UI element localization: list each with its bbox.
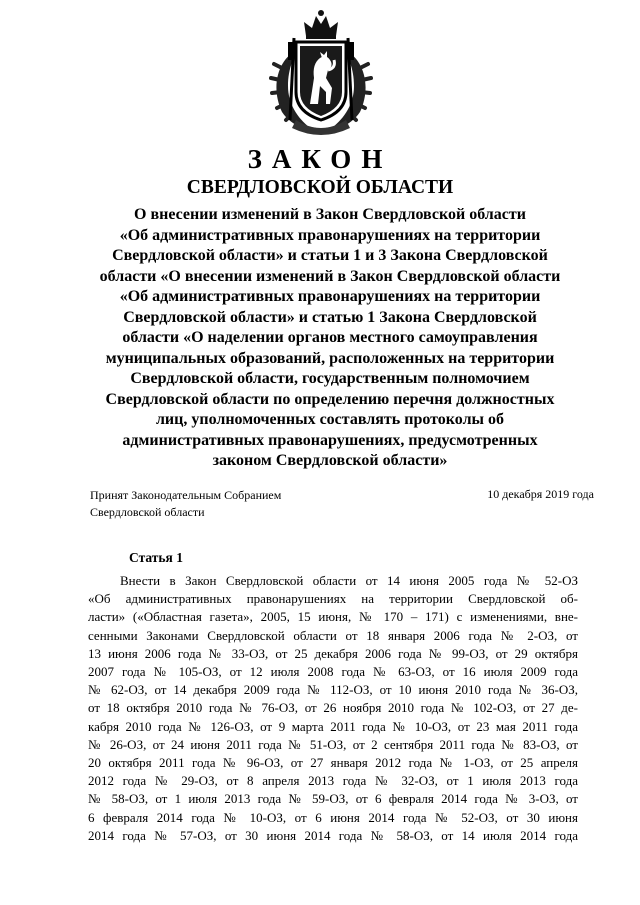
body-line: 2014 года № 57-ОЗ, от 30 июня 2014 года № 58-ОЗ, от 14 июля 2014 года: [88, 827, 578, 843]
headline-line: лиц, уполномоченных составлять протоколы об: [155, 411, 505, 428]
headline-line: области «О внесении изменений в Закон Свердловской области: [99, 267, 561, 285]
body-line: 2007 года № 105-ОЗ, от 12 июля 2008 года № 63-ОЗ, от 16 июля 2009 года: [88, 664, 578, 680]
body-line: сенными Законами Свердловской области от 18 января 2006 года № 2-ОЗ, от: [88, 627, 578, 643]
headline-line: О внесении изменений в Закон Свердловской области: [134, 206, 526, 223]
body-line: № 26-ОЗ, от 24 июня 2011 года № 51-ОЗ, от 2 сентября 2011 года № 83-ОЗ, от: [88, 736, 578, 752]
coat-of-arms-emblem: [260, 8, 382, 136]
crown-icon: [304, 10, 338, 39]
body-line: 13 июня 2006 года № 33-ОЗ, от 25 декабря 2006 года № 99-ОЗ, от 29 октября: [88, 645, 578, 661]
adoption-line: Свердловской области: [90, 505, 205, 519]
body-line: ласти» («Областная газета», 2005, 15 июня, № 170 – 171) с изменениями, вне-: [88, 609, 578, 625]
headline-line: муниципальных образований, расположенных на территории: [105, 349, 555, 367]
headline-line: законом Свердловской области»: [212, 452, 448, 469]
headline-line: Свердловской области» и статью 1 Закона Свердловской: [123, 308, 537, 326]
headline-line: Свердловской области по определению перечня должностных: [105, 390, 555, 408]
adoption-note: [90, 487, 281, 521]
body-line: 20 октября 2011 года № 96-ОЗ, от 27 января 2012 года № 1-ОЗ, от 25 апреля: [88, 755, 578, 771]
body-line: 6 февраля 2014 года № 10-ОЗ, от 6 июня 2014 года № 52-ОЗ, от 30 июня: [88, 809, 578, 825]
headline-line: области «О наделении органов местного самоуправления: [122, 329, 538, 346]
law-title: ЗАКОН: [247, 144, 393, 174]
headline-line: Свердловской области» и статьи 1 и 3 Закона Свердловской: [112, 247, 548, 264]
body-line: 2012 года № 29-ОЗ, от 8 апреля 2013 года № 32-ОЗ, от 1 июля 2013 года: [88, 773, 578, 789]
article-body: [88, 572, 578, 845]
headline-line: Свердловской области, государственным полномочием: [130, 370, 530, 387]
headline-line: «Об административных правонарушениях на территории: [119, 226, 541, 244]
adoption-line: Принят Законодательным Собранием: [90, 488, 282, 502]
region-title: СВЕРДЛОВСКОЙ ОБЛАСТИ: [186, 177, 454, 198]
headline-line: «Об административных правонарушениях на территории: [119, 288, 541, 305]
law-headline: [80, 205, 580, 472]
headline-line: административных правонарушениях, предусмотренных: [122, 431, 538, 449]
body-line: Внести в Закон Свердловской области от 14 июня 2005 года № 52-ОЗ: [120, 573, 578, 588]
body-line: кабря 2010 года № 126-ОЗ, от 9 марта 2011 года № 10-ОЗ, от 23 мая 2011 года: [88, 718, 578, 734]
body-line: «Об административных правонарушениях на территории Свердловской об-: [88, 591, 578, 607]
body-line: № 58-ОЗ, от 1 июля 2013 года № 59-ОЗ, от 6 февраля 2014 года № 3-ОЗ, от: [88, 791, 578, 807]
body-line: от 18 октября 2010 года № 76-ОЗ, от 26 ноября 2010 года № 102-ОЗ, от 27 де-: [88, 700, 578, 716]
body-line: № 62-ОЗ, от 14 декабря 2009 года № 112-ОЗ, от 10 июня 2010 года № 36-ОЗ,: [88, 682, 578, 698]
adoption-date: 10 декабря 2019 года: [487, 487, 594, 501]
article-heading: Статья 1: [129, 550, 183, 565]
